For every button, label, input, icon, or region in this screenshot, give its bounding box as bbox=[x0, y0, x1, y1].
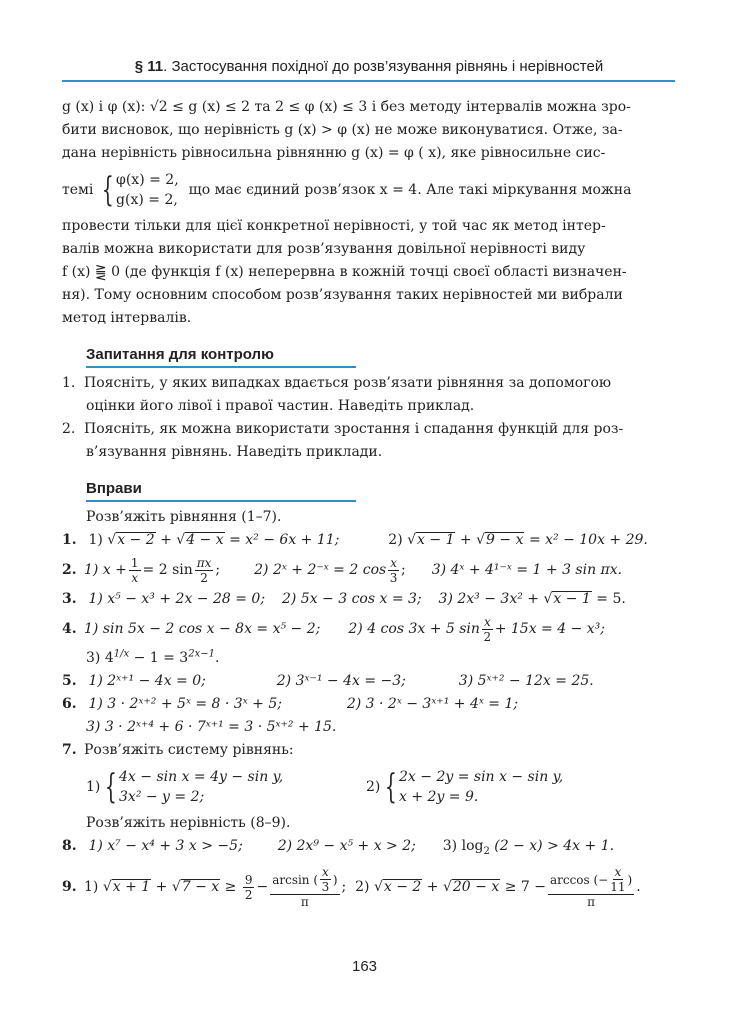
equation-part: 3) 3 · 2ˣ⁺⁴ + 6 · 7ˣ⁺¹ = 3 · 5ˣ⁺² + 15. bbox=[86, 719, 337, 735]
brace-icon: { bbox=[105, 767, 118, 807]
exercise-7-part-1 bbox=[86, 767, 366, 807]
inequalities-instruction bbox=[62, 812, 682, 835]
equation-system bbox=[380, 767, 563, 807]
page-body bbox=[62, 96, 682, 910]
exercise-text: Розв’яжіть систему рівнянь: bbox=[84, 742, 294, 758]
fraction bbox=[243, 873, 255, 902]
log-base: 2 bbox=[483, 845, 490, 857]
equation-part: + 15x = 4 − x³; bbox=[494, 620, 606, 637]
exercise-number: 8. bbox=[62, 838, 77, 854]
equation-part: 3) 2x³ − 3x² + bbox=[438, 591, 540, 607]
instruction-text: Розв’яжіть нерівність (8–9). bbox=[86, 815, 291, 831]
denominator: 2 bbox=[483, 629, 492, 644]
equation-part: 2) 2ˣ + 2⁻ˣ = 2 cos bbox=[254, 561, 387, 578]
system-equation: φ(x) = 2, bbox=[116, 172, 179, 188]
exercises-divider bbox=[86, 500, 356, 502]
radicand: x − 2 bbox=[383, 878, 422, 895]
page-header bbox=[60, 58, 678, 75]
equation-part: 3) 4ˣ + 4¹⁻ˣ = 1 + 3 sin πx. bbox=[431, 561, 623, 578]
intro-text: що має єдиний розв’язок x = 4. Але такі міркування можна bbox=[188, 182, 632, 198]
exercise-5 bbox=[62, 670, 682, 693]
question-text: Поясніть, як можна використати зростання і спадання функцій для роз- bbox=[84, 421, 624, 437]
exercise-9: 9. 1) √x + 1 + √7 − x ≥ $\frac{9}{2}$ − arcsin ( $\frac{x}{3}$ ) π ; 2) √x − 2 + √20 − x ≥ 7 − arccos (− $\frac{x}{11}$ ) π . bbox=[62, 865, 641, 909]
numerator: 1 bbox=[130, 555, 139, 570]
exercise-2 bbox=[62, 552, 682, 588]
fraction bbox=[482, 615, 493, 644]
system-equation: 2x − 2y = sin x − sin y, bbox=[399, 769, 564, 785]
exercise-8 bbox=[62, 835, 682, 858]
denominator: π bbox=[300, 895, 309, 909]
intro-text: g (x) і φ (x): bbox=[62, 99, 146, 115]
system-equation: g(x) = 2, bbox=[116, 192, 178, 208]
section-number: § 11 bbox=[134, 58, 164, 75]
radicand: 9 − x bbox=[486, 532, 524, 548]
equation-part: 1) x⁷ − x⁴ + 3 x > −5; bbox=[88, 838, 243, 854]
intro-text: та 2 ≤ φ (x) ≤ 3 і без методу інтервалів можна зро- bbox=[254, 99, 631, 115]
denominator: 3 bbox=[389, 570, 398, 585]
operator: ≥ bbox=[224, 878, 237, 895]
operator: ; bbox=[341, 878, 347, 895]
exercise-number: 4. bbox=[62, 620, 77, 637]
question-number: 2. bbox=[62, 421, 76, 437]
equation-part: 1) sin 5x − 2 cos x − 8x = x⁵ − 2; bbox=[84, 620, 321, 637]
denominator: 2 bbox=[200, 570, 208, 585]
operator: . bbox=[636, 878, 641, 895]
equation-part: = x² − 10x + 29. bbox=[528, 532, 648, 548]
exercise-4-part-3 bbox=[62, 647, 682, 670]
intro-line-6: валів можна використати для розв’язування довільної нерівності виду bbox=[62, 241, 586, 257]
part-label: 1) bbox=[88, 532, 103, 548]
exercises-instruction bbox=[62, 506, 682, 529]
part-label: 2) bbox=[366, 779, 381, 795]
equation-part: 3) 5ˣ⁺² − 12x = 25. bbox=[458, 673, 594, 689]
radicand: 20 − x bbox=[452, 878, 500, 895]
brace-icon: { bbox=[102, 170, 115, 210]
fraction bbox=[270, 865, 339, 909]
numerator: x bbox=[322, 865, 329, 879]
equation-part: . bbox=[214, 650, 220, 666]
equation-part: 3) log bbox=[442, 838, 484, 854]
exercise-number: 1. bbox=[62, 532, 77, 548]
radicand: x − 1 bbox=[417, 532, 455, 548]
fraction bbox=[388, 556, 399, 585]
exercise-3: 3. 1) x⁵ − x³ + 2x − 28 = 0; 2) 5x − 3 cos x = 3; 3) 2x³ − 3x² + √x − 1 = 5. bbox=[62, 588, 682, 611]
question-item bbox=[62, 372, 682, 395]
system-equation: 4x − sin x = 4y − sin y, bbox=[119, 769, 284, 785]
question-item-cont: оцінки його лівої і правої частин. Наведіть приклад. bbox=[86, 398, 475, 414]
brace-icon: { bbox=[385, 767, 398, 807]
inner-fraction bbox=[610, 865, 625, 894]
intro-line-4 bbox=[62, 165, 682, 215]
page-number: 163 bbox=[352, 958, 378, 975]
numerator: πx bbox=[196, 555, 212, 570]
equation-part: = 2 sin bbox=[142, 561, 193, 578]
exercise-1: 1. 1) √x − 2 + √4 − x = x² − 6x + 11; 2) √x − 1 + √9 − x = x² − 10x + 29. bbox=[62, 529, 682, 552]
question-item-cont: в’язування рівнянь. Наведіть приклади. bbox=[86, 444, 383, 460]
equation-part: (2 − x) > 4x + 1. bbox=[494, 838, 615, 854]
radicand: 7 − x bbox=[181, 878, 220, 895]
instruction-text: Розв’яжіть рівняння (1–7). bbox=[86, 509, 282, 525]
equation-part: ; bbox=[400, 561, 406, 578]
intro-inequality: 2 ≤ g (x) ≤ 2 bbox=[158, 99, 251, 115]
function-name: arcsin bbox=[272, 872, 310, 887]
exercises-title: Вправи bbox=[86, 480, 142, 497]
part-label: 1) bbox=[86, 779, 101, 795]
exercise-number: 2. bbox=[62, 561, 77, 578]
equation-system bbox=[100, 767, 283, 807]
sqrt-sign: √ bbox=[149, 99, 159, 115]
equation-part: 1) 2ˣ⁺¹ − 4x = 0; bbox=[88, 673, 206, 689]
intro-line-1 bbox=[62, 96, 682, 119]
equation-part: 2) 3ˣ⁻¹ − 4x = −3; bbox=[276, 673, 406, 689]
exercise-7 bbox=[62, 739, 682, 762]
question-text: Поясніть, у яких випадках вдається розв’язати рівняння за допомогою bbox=[84, 375, 612, 391]
system-equation: 3x² − y = 2; bbox=[119, 789, 205, 805]
denominator: x bbox=[131, 570, 139, 585]
exercise-number: 3. bbox=[62, 591, 77, 607]
equation-part: 3) 4 bbox=[86, 650, 114, 666]
denominator: 3 bbox=[321, 880, 330, 894]
equation-part: ; bbox=[215, 561, 221, 578]
intro-line-3: дана нерівність рівносильна рівнянню g (x) = φ ( x), яке рівносильне сис- bbox=[62, 145, 606, 161]
equation-part: 2) 5x − 3 cos x = 3; bbox=[281, 591, 422, 607]
intro-line-2: бити висновок, що нерівність g (x) > φ (x) не може виконуватися. Отже, за- bbox=[62, 122, 623, 138]
exponent: 1/x bbox=[113, 648, 130, 660]
exercise-7-parts bbox=[62, 762, 682, 812]
numerator: x bbox=[390, 555, 397, 570]
exercise-6 bbox=[62, 693, 682, 716]
equation-part: 2) 2x⁹ − x⁵ + x > 2; bbox=[277, 838, 416, 854]
equation-part: = x² − 6x + 11; bbox=[229, 532, 340, 548]
fraction bbox=[129, 556, 141, 585]
exercise-number: 7. bbox=[62, 742, 77, 758]
equation-part: 1) x + bbox=[84, 561, 127, 578]
intro-line-9: метод інтервалів. bbox=[62, 310, 192, 326]
numerator: 9 bbox=[244, 872, 253, 887]
exercise-number: 9. bbox=[62, 878, 77, 895]
equation-part: − 1 = 3 bbox=[133, 650, 189, 666]
intro-line-8: ня). Тому основним способом розв’язування таких нерівностей ми вибрали bbox=[62, 287, 623, 303]
equation-part: 1) 3 · 2ˣ⁺² + 5ˣ = 8 · 3ˣ + 5; bbox=[88, 696, 282, 712]
questions-divider bbox=[86, 366, 356, 368]
radicand: x − 2 bbox=[117, 532, 155, 548]
header-divider bbox=[62, 80, 675, 82]
section-title: . Застосування похідної до розв’язування рівнянь і нерівностей bbox=[163, 58, 604, 75]
intro-line-7: f (x) ⪌ 0 (де функція f (x) неперервна в кожній точці своєї області визначен- bbox=[62, 264, 627, 280]
radicand: x − 1 bbox=[553, 591, 591, 607]
denominator: π bbox=[587, 895, 596, 909]
question-item bbox=[62, 418, 682, 441]
part-label: 2) bbox=[355, 878, 370, 895]
part-label: 1) bbox=[84, 878, 99, 895]
radicand: 4 − x bbox=[186, 532, 224, 548]
equation-system bbox=[97, 170, 178, 210]
intro-line-5: провести тільки для цієї конкретної нерівності, у той час як метод інтер- bbox=[62, 218, 606, 234]
numerator: arcsin ( $\frac{x}{3}$ ) bbox=[272, 865, 338, 894]
intro-text: темі bbox=[62, 182, 94, 198]
exponent: 2x−1 bbox=[188, 648, 215, 660]
denominator: 11 bbox=[610, 880, 626, 894]
exercise-number: 6. bbox=[62, 696, 77, 712]
exercise-7-part-2 bbox=[366, 767, 563, 807]
operator: ≥ 7 − bbox=[504, 878, 546, 895]
numerator: x bbox=[483, 614, 491, 629]
questions-title: Запитання для контролю bbox=[86, 346, 274, 363]
numerator: arccos (− $\frac{x}{11}$ ) bbox=[549, 865, 633, 894]
exercise-number: 5. bbox=[62, 673, 77, 689]
radicand: x + 1 bbox=[112, 878, 151, 895]
equation-part: 2) 3 · 2ˣ − 3ˣ⁺¹ + 4ˣ = 1; bbox=[346, 696, 519, 712]
fraction bbox=[195, 556, 214, 585]
equation-part: 1) x⁵ − x³ + 2x − 28 = 0; bbox=[88, 591, 266, 607]
equation-part: 2) 4 cos 3x + 5 sin bbox=[348, 620, 480, 637]
inner-fraction bbox=[320, 865, 331, 894]
operator: − bbox=[256, 878, 269, 895]
equation-part: = 5. bbox=[596, 591, 626, 607]
question-number: 1. bbox=[62, 375, 76, 391]
part-label: 2) bbox=[388, 532, 403, 548]
function-name: arccos bbox=[549, 872, 590, 887]
denominator: 2 bbox=[244, 887, 253, 902]
exercise-4 bbox=[62, 611, 682, 647]
system-equation: x + 2y = 9. bbox=[399, 789, 479, 805]
exercise-6-part-3 bbox=[62, 716, 682, 739]
numerator: x bbox=[614, 865, 622, 879]
fraction bbox=[548, 865, 634, 909]
